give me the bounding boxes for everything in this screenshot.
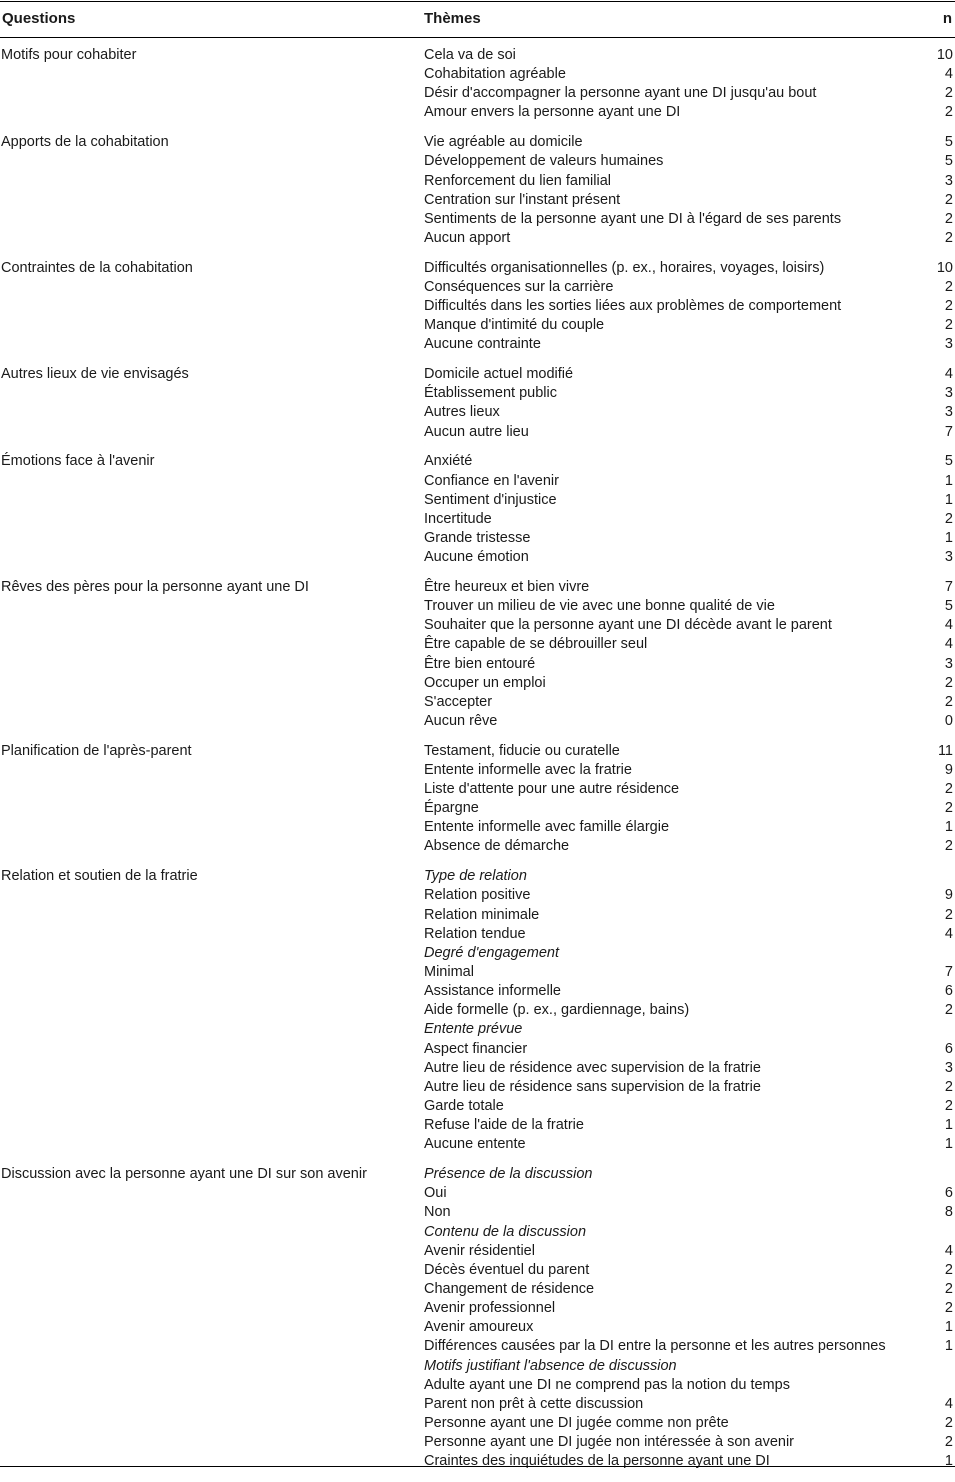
header-questions: Questions [2,10,76,27]
count-value: 2 [944,1002,953,1019]
subheading-row [0,944,955,963]
theme-label: Autres lieux [424,404,500,421]
question-group [0,133,955,248]
table-row [0,1261,955,1280]
count-value: 6 [944,1185,953,1202]
table-row [0,818,955,837]
count-value: 6 [944,1040,953,1057]
theme-label: Personne ayant une DI jugée non intéressée à son avenir [424,1434,794,1451]
count-value: 2 [944,510,953,527]
table-row [0,510,955,529]
count-value: 2 [944,191,953,208]
count-value: 1 [944,1319,953,1336]
question-group [0,365,955,442]
subheading-label: Type de relation [424,868,527,885]
count-value: 3 [944,385,953,402]
count-value: 4 [944,636,953,653]
table-row [0,837,955,856]
count-value: 4 [944,1395,953,1412]
count-value: 2 [944,229,953,246]
table-row [0,635,955,654]
theme-label: Refuse l'aide de la fratrie [424,1117,584,1134]
table-row [0,1452,955,1471]
count-value: 4 [944,366,953,383]
theme-label: Aucune émotion [424,549,529,566]
bottom-rule [0,1466,955,1467]
count-value: 10 [936,259,953,276]
theme-label: Être bien entouré [424,655,536,672]
theme-label: Désir d'accompagner la personne ayant une DI jusqu'au bout [424,85,817,102]
count-value: 5 [944,453,953,470]
theme-label: Être heureux et bien vivre [424,578,590,595]
count-value: 2 [944,906,953,923]
theme-label: Établissement public [424,385,557,402]
theme-label: Aide formelle (p. ex., gardiennage, bains) [424,1002,690,1019]
subheading-label: Présence de la discussion [424,1166,593,1183]
table-row [0,1242,955,1261]
count-value: 1 [944,1136,953,1153]
question-group [0,452,955,567]
theme-label: Relation minimale [424,906,540,923]
count-value: 9 [944,761,953,778]
question-label: Apports de la cohabitation [1,134,169,151]
theme-label: Anxiété [424,453,473,470]
subheading-row [0,1165,955,1184]
count-value: 5 [944,153,953,170]
theme-label: Cohabitation agréable [424,66,566,83]
question-label: Relation et soutien de la fratrie [1,868,198,885]
theme-label: Décès éventuel du parent [424,1261,590,1278]
table-row [0,452,955,471]
theme-label: Domicile actuel modifié [424,366,574,383]
table-row [0,133,955,152]
subheading-row [0,1020,955,1039]
table-row [0,65,955,84]
theme-label: Souhaiter que la personne ayant une DI décède avant le parent [424,617,832,634]
count-value: 3 [944,404,953,421]
question-label: Motifs pour cohabiter [1,47,137,63]
theme-label: Aucun apport [424,229,511,246]
count-value: 2 [944,1097,953,1114]
theme-label: Absence de démarche [424,838,570,855]
theme-label: Changement de résidence [424,1280,595,1297]
count-value: 7 [944,423,953,440]
table-row [0,191,955,210]
theme-label: Difficultés dans les sorties liées aux problèmes de comportement [424,298,842,315]
table-row [0,780,955,799]
table-row [0,925,955,944]
count-value: 4 [944,925,953,942]
count-value: 1 [944,472,953,489]
count-value: 5 [944,598,953,615]
theme-label: Minimal [424,964,474,980]
theme-label: Assistance informelle [424,983,561,1000]
count-value: 2 [944,1261,953,1278]
table-row [0,365,955,384]
question-group [0,1165,955,1471]
count-value: 9 [944,887,953,904]
theme-label: Difficultés organisationnelles (p. ex., horaires, voyages, loisirs) [424,259,825,276]
table-row [0,1376,955,1395]
count-value: 1 [944,1117,953,1134]
theme-label: Cela va de soi [424,47,516,63]
table-row [0,742,955,761]
table-header [0,10,955,30]
question-group [0,46,955,123]
table-row [0,1078,955,1097]
count-value: 3 [944,1059,953,1076]
theme-label: Différences causées par la DI entre la personne et les autres personnes [424,1338,886,1355]
count-value: 3 [944,172,953,189]
count-value: 2 [944,1280,953,1297]
theme-label: Aspect financier [424,1040,528,1057]
table-row [0,1395,955,1414]
subheading-label: Degré d'engagement [424,944,559,961]
theme-label: Avenir amoureux [424,1319,534,1336]
table-row [0,1318,955,1337]
question-group [0,578,955,731]
table-row [0,1299,955,1318]
theme-label: Entente informelle avec famille élargie [424,819,670,836]
table-row [0,655,955,674]
count-value: 3 [944,336,953,353]
table-row [0,761,955,780]
table-row [0,963,955,982]
theme-label: Aucune contrainte [424,336,541,353]
header-n: n [942,10,952,27]
theme-label: Occuper un emploi [424,674,546,691]
theme-label: Liste d'attente pour une autre résidence [424,781,680,798]
table-row [0,693,955,712]
theme-label: Avenir résidentiel [424,1242,535,1259]
table-row [0,1414,955,1433]
count-value: 4 [944,66,953,83]
count-value: 2 [944,800,953,817]
theme-label: Trouver un milieu de vie avec une bonne qualité de vie [424,598,775,615]
table-row [0,46,955,65]
count-value: 2 [944,104,953,121]
question-label: Autres lieux de vie envisagés [1,366,189,383]
theme-label: Sentiment d'injustice [424,491,557,508]
table-row [0,335,955,354]
count-value: 2 [944,1414,953,1431]
subheading-row [0,867,955,886]
subheading-label: Motifs justifiant l'absence de discussion [424,1357,677,1374]
count-value: 8 [944,1204,953,1221]
subheading-label: Entente prévue [424,1021,523,1038]
header-rule [0,37,955,38]
table-row [0,1203,955,1222]
subheading-row [0,1357,955,1376]
theme-label: Amour envers la personne ayant une DI [424,104,681,121]
theme-label: Oui [424,1185,447,1202]
table-row [0,1001,955,1020]
table-row [0,1059,955,1078]
count-value: 2 [944,674,953,691]
table-row [0,597,955,616]
theme-label: Être capable de se débrouiller seul [424,636,648,653]
table-row [0,1135,955,1154]
subheading-label: Contenu de la discussion [424,1223,587,1240]
count-value: 2 [944,1078,953,1095]
count-value: 3 [944,549,953,566]
question-label: Rêves des pères pour la personne ayant une DI [1,578,309,595]
table-row [0,384,955,403]
table-row [0,297,955,316]
theme-label: Relation tendue [424,925,526,942]
count-value: 5 [944,134,953,151]
count-value: 2 [944,278,953,295]
table-row [0,278,955,297]
table-row [0,1116,955,1135]
table-row [0,472,955,491]
count-value: 2 [944,781,953,798]
count-value: 1 [944,491,953,508]
question-label: Discussion avec la personne ayant une DI sur son avenir [1,1166,367,1183]
table-row [0,491,955,510]
table-row [0,1337,955,1356]
count-value: 10 [936,47,953,63]
count-value: 1 [944,1338,953,1355]
count-value: 2 [944,1434,953,1451]
theme-label: Confiance en l'avenir [424,472,559,489]
theme-label: Adulte ayant une DI ne comprend pas la notion du temps [424,1376,790,1393]
theme-label: Aucun autre lieu [424,423,529,440]
count-value: 2 [944,317,953,334]
table-row [0,152,955,171]
count-value: 11 [937,742,953,759]
count-value: 0 [944,712,953,729]
count-value: 3 [944,655,953,672]
count-value: 4 [944,617,953,634]
table-body [0,46,955,1482]
count-value: 2 [944,693,953,710]
table-row [0,210,955,229]
table-row [0,548,955,567]
table-row [0,578,955,597]
question-label: Planification de l'après-parent [1,742,192,759]
table-row [0,886,955,905]
table-row [0,1097,955,1116]
question-label: Contraintes de la cohabitation [1,259,193,276]
theme-label: Autre lieu de résidence avec supervision de la fratrie [424,1059,761,1076]
theme-label: Conséquences sur la carrière [424,278,614,295]
table-row [0,259,955,278]
count-value: 7 [944,578,953,595]
theme-label: Incertitude [424,510,492,527]
count-value: 2 [944,210,953,227]
theme-label: Garde totale [424,1097,504,1114]
theme-label: Sentiments de la personne ayant une DI à l'égard de ses parents [424,210,842,227]
table-row [0,712,955,731]
theme-label: Parent non prêt à cette discussion [424,1395,644,1412]
count-value: 2 [944,85,953,102]
theme-label: Personne ayant une DI jugée comme non prête [424,1414,729,1431]
count-value: 2 [944,1300,953,1317]
table-row [0,84,955,103]
question-group [0,742,955,857]
table-row [0,1040,955,1059]
count-value: 1 [944,819,953,836]
top-rule [0,1,955,2]
table-row [0,529,955,548]
theme-label: Aucune entente [424,1136,526,1153]
table-row [0,906,955,925]
question-label: Émotions face à l'avenir [1,453,155,470]
table-row [0,1184,955,1203]
count-value: 1 [944,529,953,546]
theme-label: Autre lieu de résidence sans supervision de la fratrie [424,1078,761,1095]
theme-label: Grande tristesse [424,529,531,546]
table-row [0,103,955,122]
theme-label: Centration sur l'instant présent [424,191,621,208]
theme-label: Épargne [424,800,479,817]
theme-label: Avenir professionnel [424,1300,556,1317]
count-value: 7 [944,964,953,980]
theme-label: Non [424,1204,451,1221]
table-row [0,616,955,635]
theme-label: Craintes des inquiétudes de la personne ayant une DI [424,1453,770,1470]
theme-label: S'accepter [424,693,493,710]
count-value: 2 [944,838,953,855]
table-row [0,229,955,248]
theme-label: Relation positive [424,887,531,904]
table-row [0,1433,955,1452]
theme-label: Développement de valeurs humaines [424,153,664,170]
table-row [0,316,955,335]
theme-label: Vie agréable au domicile [424,134,583,151]
theme-label: Aucun rêve [424,712,498,729]
table-row [0,172,955,191]
table-row [0,423,955,442]
header-themes: Thèmes [424,10,481,27]
subheading-row [0,1223,955,1242]
count-value: 1 [944,1453,953,1470]
question-group [0,259,955,355]
theme-label: Manque d'intimité du couple [424,317,605,334]
table-row [0,1280,955,1299]
table-row [0,982,955,1001]
theme-label: Entente informelle avec la fratrie [424,761,632,778]
question-group [0,867,955,1154]
theme-label: Testament, fiducie ou curatelle [424,742,620,759]
table-row [0,799,955,818]
theme-label: Renforcement du lien familial [424,172,611,189]
count-value: 2 [944,298,953,315]
table-row [0,674,955,693]
count-value: 4 [944,1242,953,1259]
table-row [0,403,955,422]
count-value: 6 [944,983,953,1000]
